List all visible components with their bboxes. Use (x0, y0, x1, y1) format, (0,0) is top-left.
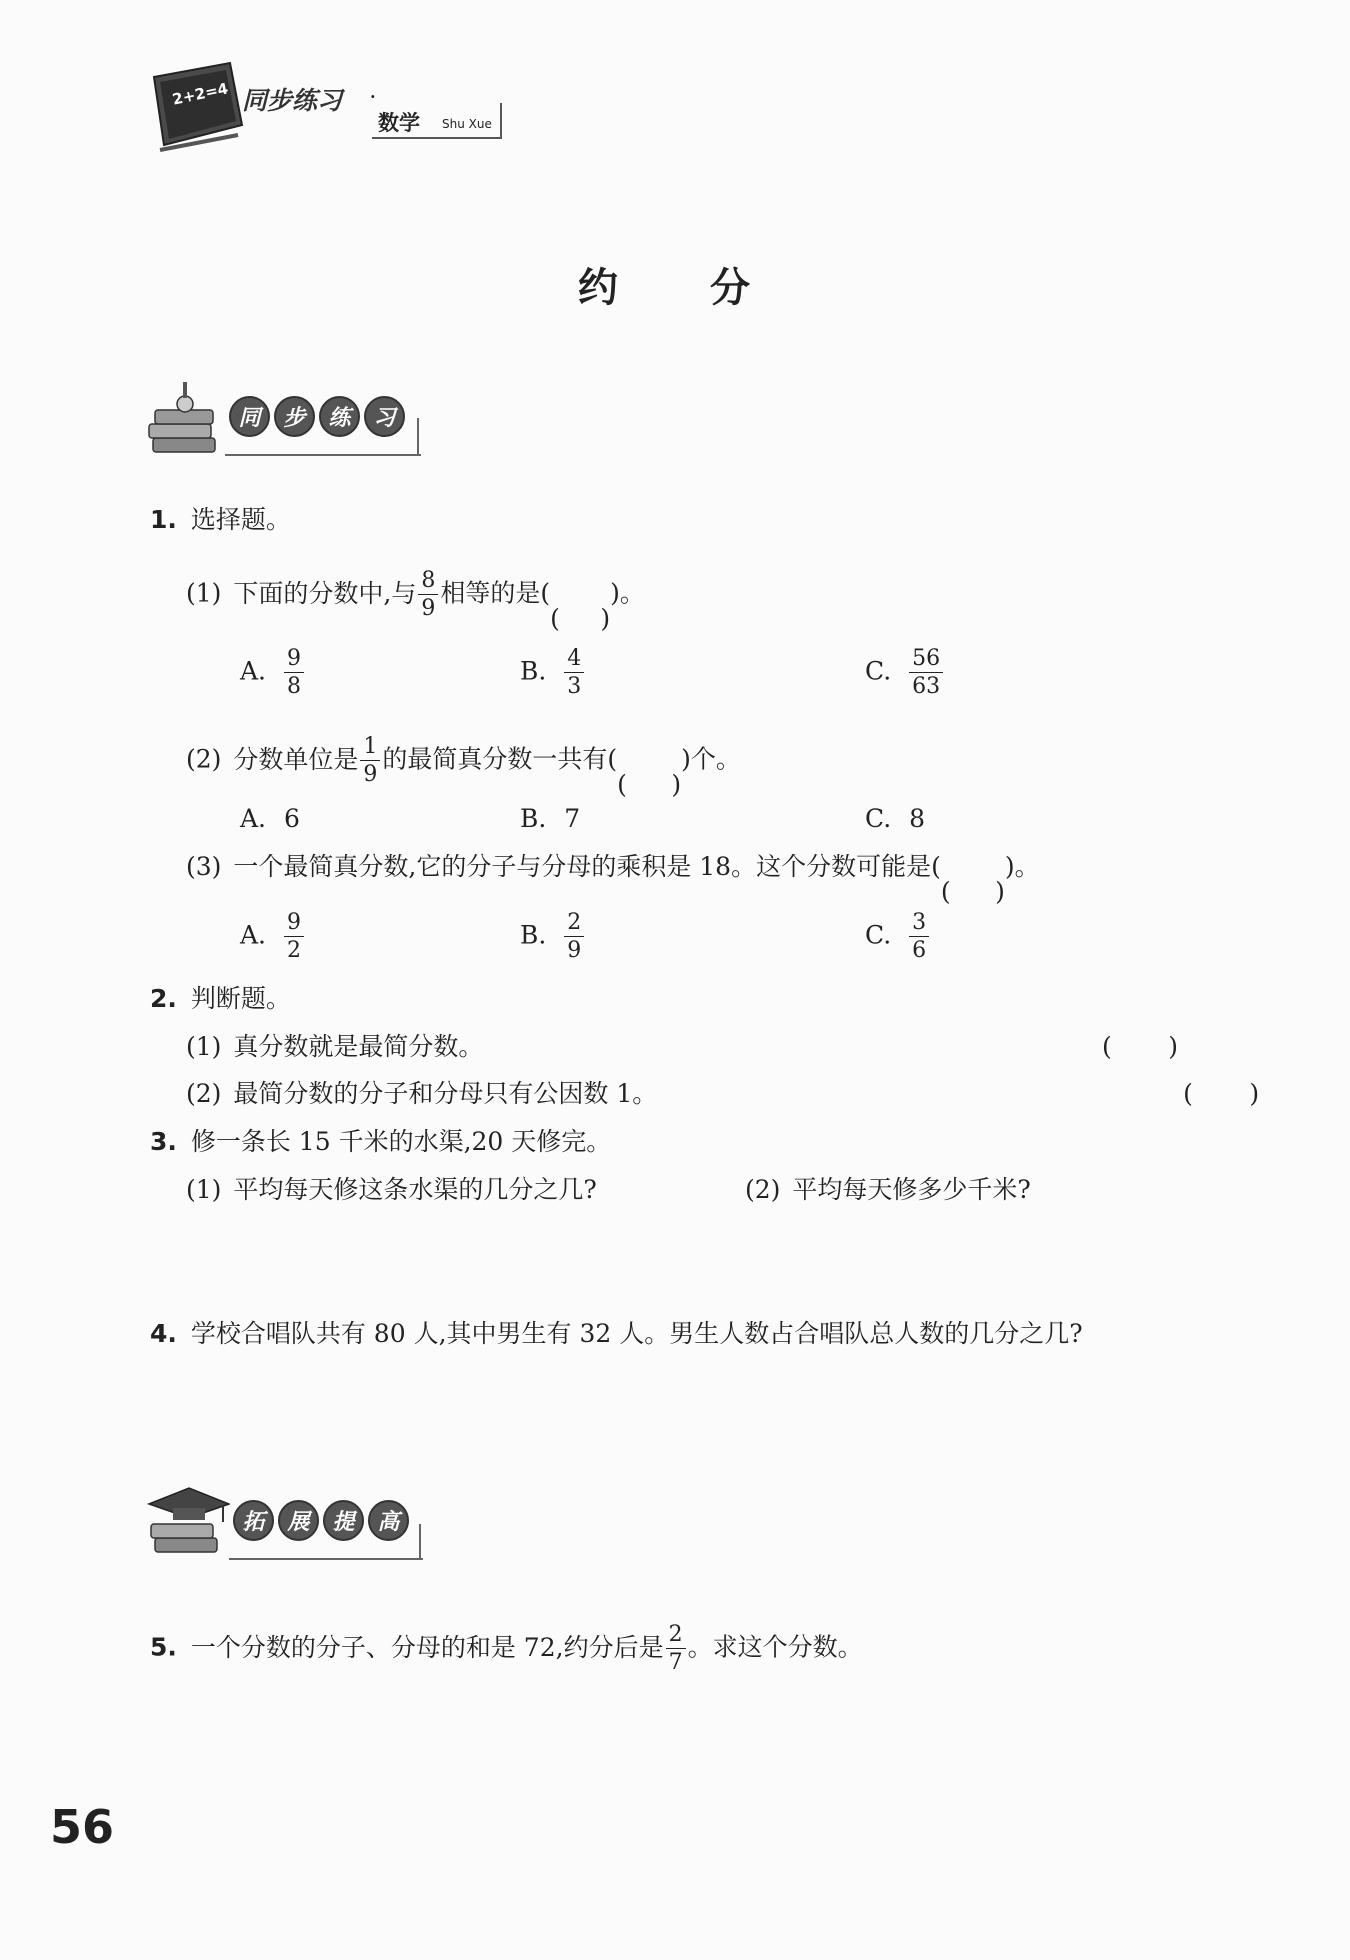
sub-label: (3) (186, 852, 222, 881)
option-b[interactable] (520, 912, 586, 962)
fraction (666, 1624, 686, 1674)
option-value: 7 (564, 804, 581, 833)
section2-underline (229, 1558, 423, 1560)
section1-char: 习 (364, 396, 405, 437)
question-number: 3. (150, 1127, 177, 1156)
page-number: 56 (50, 1800, 115, 1854)
judge-item-1 (186, 1030, 483, 1064)
numerator: 1 (360, 736, 380, 761)
page-title-part2: 分 (710, 265, 752, 311)
judge-answer-blank[interactable] (1102, 1030, 1178, 1060)
section1-char: 同 (229, 396, 270, 437)
section2-char: 展 (278, 1500, 319, 1541)
judge-item-2 (186, 1077, 657, 1111)
sub-text: 平均每天修这条水渠的几分之几? (233, 1175, 597, 1204)
option-letter: A. (240, 804, 267, 833)
page-title-part1: 约 (578, 265, 620, 311)
denominator: 8 (286, 674, 301, 699)
numerator: 2 (564, 912, 584, 937)
section-header-extension (145, 1478, 425, 1568)
sub-text: 一个最简真分数,它的分子与分母的乘积是 18。这个分数可能是( (233, 852, 941, 881)
option-letter: A. (240, 656, 267, 686)
option-c[interactable] (865, 912, 931, 962)
question-text: 学校合唱队共有 80 人,其中男生有 32 人。男生人数占合唱队总人数的几分之几? (190, 1319, 1083, 1348)
numerator: 8 (418, 570, 438, 595)
option-letter: B. (520, 920, 547, 950)
question-number: 1. (150, 505, 177, 534)
page-title (578, 256, 752, 313)
option-letter: A. (240, 920, 267, 950)
sub-text: 分数单位是 (233, 744, 359, 774)
question-text: 修一条长 15 千米的水渠,20 天修完。 (190, 1127, 612, 1156)
option-a[interactable] (240, 912, 306, 962)
sub-text: )个。 (681, 744, 741, 774)
section2-char: 高 (368, 1500, 409, 1541)
section1-label (229, 396, 405, 437)
question-1-1 (186, 570, 645, 620)
fraction (418, 570, 438, 620)
option-letter: B. (520, 804, 547, 833)
sub-label: (2) (745, 1175, 781, 1204)
fraction (564, 648, 584, 698)
fraction (284, 648, 304, 698)
sub-text: 的最简真分数一共有( (382, 744, 618, 774)
denominator: 9 (567, 938, 582, 963)
fraction (564, 912, 584, 962)
sub-label: (2) (186, 744, 222, 774)
denominator: 63 (912, 674, 941, 699)
option-a[interactable] (240, 802, 300, 836)
question-5 (150, 1624, 863, 1674)
question-number: 2. (150, 984, 177, 1013)
question-text: 一个分数的分子、分母的和是 72,约分后是 (190, 1632, 664, 1662)
sub-text: 最简分数的分子和分母只有公因数 1。 (233, 1079, 658, 1108)
section1-char: 练 (319, 396, 360, 437)
question-1-3 (186, 850, 1040, 884)
option-value: 8 (909, 804, 926, 833)
numerator: 2 (666, 1624, 686, 1649)
question-1 (150, 503, 291, 537)
numerator: 4 (564, 648, 584, 673)
section1-underline (225, 454, 421, 456)
fraction (909, 648, 943, 698)
option-value: 6 (283, 804, 300, 833)
sub-label: (1) (186, 1032, 222, 1061)
sub-text: 平均每天修多少千米? (792, 1175, 1031, 1204)
blackboard-icon (150, 55, 245, 155)
header-logo (150, 55, 510, 155)
question-number: 4. (150, 1319, 177, 1348)
denominator: 9 (421, 596, 436, 621)
denominator: 7 (668, 1650, 683, 1675)
numerator: 56 (909, 648, 943, 673)
section2-label (233, 1500, 409, 1541)
denominator: 9 (363, 762, 378, 787)
sub-text: )。 (1004, 852, 1040, 881)
graduation-cap-books-icon (145, 1478, 230, 1568)
option-b[interactable] (520, 802, 580, 836)
header-dot: · (370, 87, 376, 106)
denominator: 2 (286, 938, 301, 963)
numerator: 9 (284, 912, 304, 937)
sub-text: 真分数就是最简分数。 (233, 1032, 484, 1061)
section1-bracket (417, 418, 419, 455)
sub-label: (1) (186, 1175, 222, 1204)
numerator: 3 (909, 912, 929, 937)
question-text: 。求这个分数。 (687, 1632, 863, 1662)
books-icon (145, 378, 225, 468)
sub-text: )。 (610, 578, 645, 608)
option-a[interactable] (240, 648, 306, 698)
question-2 (150, 982, 291, 1016)
option-c[interactable] (865, 802, 925, 836)
header-subject: 数学 (378, 111, 420, 135)
fraction (284, 912, 304, 962)
section2-bracket (419, 1524, 421, 1559)
section-header-sync-practice (145, 378, 425, 468)
question-number: 5. (150, 1632, 177, 1662)
question-text: 选择题。 (190, 505, 291, 534)
sub-label: (1) (186, 578, 222, 608)
question-1-2 (186, 736, 741, 786)
question-3-1 (186, 1173, 597, 1207)
sub-text: 相等的是( (440, 578, 551, 608)
denominator: 3 (567, 674, 582, 699)
section2-char: 拓 (233, 1500, 274, 1541)
fraction (360, 736, 380, 786)
question-4 (150, 1317, 1083, 1351)
option-letter: C. (865, 920, 892, 950)
header-subject-box (372, 103, 502, 139)
section2-char: 提 (323, 1500, 364, 1541)
option-c[interactable] (865, 648, 945, 698)
option-letter: B. (520, 656, 547, 686)
header-title: 同步练习 (242, 86, 343, 115)
question-text: 判断题。 (190, 984, 291, 1013)
sub-label: (2) (186, 1079, 222, 1108)
option-b[interactable] (520, 648, 586, 698)
blackboard-text: 2+2=4 (170, 79, 230, 109)
option-letter: C. (865, 656, 892, 686)
sub-text: 下面的分数中,与 (233, 578, 417, 608)
fraction (909, 912, 929, 962)
section1-char: 步 (274, 396, 315, 437)
denominator: 6 (912, 938, 927, 963)
header-pinyin: Shu Xue (442, 117, 492, 131)
option-letter: C. (865, 804, 892, 833)
judge-answer-blank[interactable] (1183, 1077, 1259, 1107)
question-3 (150, 1125, 611, 1159)
numerator: 9 (284, 648, 304, 673)
question-3-2 (745, 1173, 1031, 1207)
